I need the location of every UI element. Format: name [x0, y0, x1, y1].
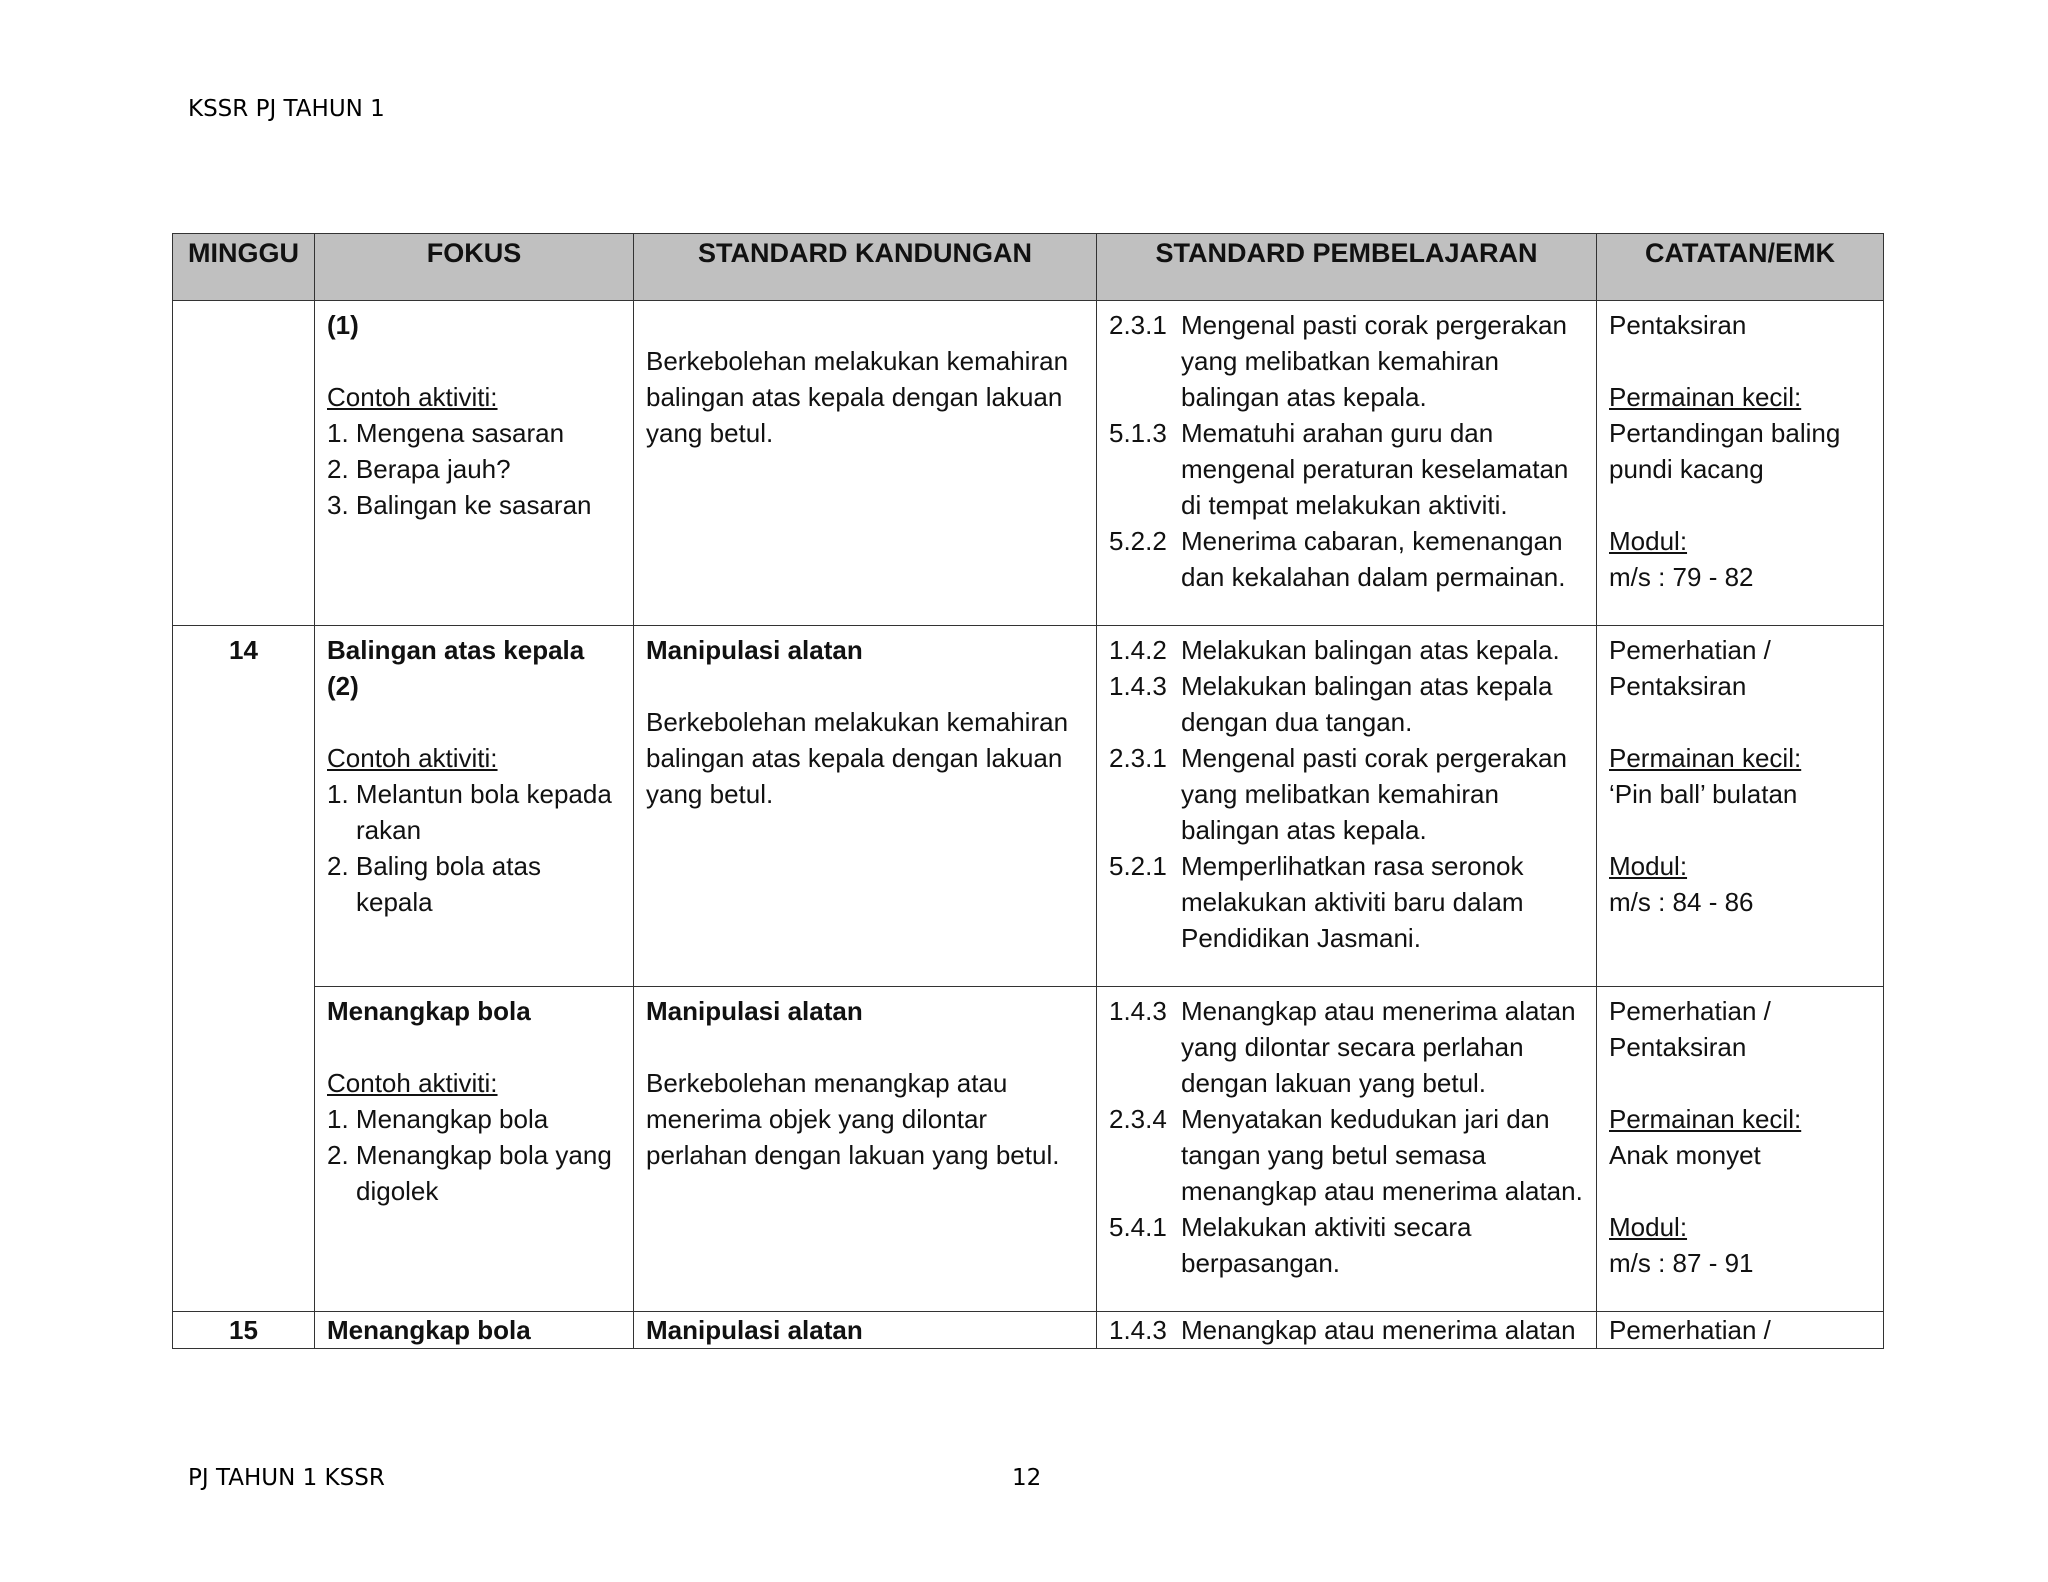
- page-number: 12: [1012, 1465, 1042, 1491]
- contoh-label: Contoh aktiviti:: [327, 1068, 498, 1098]
- col-header-minggu: MINGGU: [173, 234, 315, 301]
- sp-text: Menyatakan kedudukan jari dan tangan yang betul semasa menangkap atau menerima alatan.: [1181, 1104, 1583, 1206]
- sp-text: Mengenal pasti corak pergerakan yang melibatkan kemahiran balingan atas kepala.: [1181, 743, 1567, 845]
- activity-item-cont: kepala: [356, 887, 433, 917]
- catatan-text: Pentaksiran: [1609, 1032, 1747, 1062]
- sp-item: [1109, 1312, 1584, 1348]
- sp-text: Mematuhi arahan guru dan mengenal peraturan keselamatan di tempat melakukan aktiviti.: [1181, 418, 1569, 520]
- table-row: [173, 987, 1884, 1312]
- table-header-row: [173, 234, 1884, 301]
- minggu-number: 15: [229, 1315, 258, 1345]
- col-header-fokus: FOKUS: [315, 234, 634, 301]
- standard-kandungan-cell: [634, 1312, 1097, 1349]
- catatan-cell: [1597, 626, 1884, 987]
- activity-item: 2. Berapa jauh?: [327, 454, 511, 484]
- activity-item: 2. Menangkap bola yang: [327, 1140, 612, 1170]
- sp-text: Menerima cabaran, kemenangan dan kekalahan dalam permainan.: [1181, 526, 1566, 592]
- sp-item: [1109, 307, 1584, 415]
- sp-code: 2.3.1: [1109, 743, 1167, 773]
- activity-item: 3. Balingan ke sasaran: [327, 490, 592, 520]
- sk-text: Berkebolehan melakukan kemahiran balingan atas kepala dengan lakuan yang betul.: [646, 346, 1069, 448]
- catatan-text: Pemerhatian /: [1609, 635, 1771, 665]
- standard-kandungan-cell: [634, 626, 1097, 987]
- activity-item: 1. Mengena sasaran: [327, 418, 565, 448]
- minggu-cell: [173, 626, 315, 987]
- table-row: [173, 1312, 1884, 1349]
- sp-code: 5.2.1: [1109, 851, 1167, 881]
- sp-code: 1.4.3: [1109, 996, 1167, 1026]
- sk-title: Manipulasi alatan: [646, 996, 863, 1026]
- sp-text: Memperlihatkan rasa seronok melakukan aktiviti baru dalam Pendidikan Jasmani.: [1181, 851, 1524, 953]
- sp-item: [1109, 668, 1584, 740]
- table-row: [173, 301, 1884, 626]
- col-header-standard-kandungan: STANDARD KANDUNGAN: [634, 234, 1097, 301]
- standard-pembelajaran-cell: [1097, 1312, 1597, 1349]
- fokus-cell: [315, 301, 634, 626]
- sp-code: 1.4.2: [1109, 635, 1167, 665]
- sp-code: 2.3.1: [1109, 310, 1167, 340]
- catatan-cell: [1597, 987, 1884, 1312]
- page-footer: PJ TAHUN 1 KSSR: [188, 1465, 385, 1491]
- catatan-cell: [1597, 1312, 1884, 1349]
- modul-pages: m/s : 79 - 82: [1609, 562, 1754, 592]
- col-header-standard-pembelajaran: STANDARD PEMBELAJARAN: [1097, 234, 1597, 301]
- catatan-text: Pentaksiran: [1609, 671, 1747, 701]
- sp-item: [1109, 848, 1584, 956]
- sp-item: [1109, 740, 1584, 848]
- modul-pages: m/s : 84 - 86: [1609, 887, 1754, 917]
- catatan-text: Pemerhatian /: [1609, 996, 1771, 1026]
- fokus-title: (1): [327, 310, 359, 340]
- standard-pembelajaran-cell: [1097, 987, 1597, 1312]
- activity-item-cont: digolek: [356, 1176, 439, 1206]
- fokus-title: Menangkap bola: [327, 996, 531, 1026]
- modul-label: Modul:: [1609, 1212, 1688, 1242]
- catatan-text: Pentaksiran: [1609, 310, 1747, 340]
- sp-item: [1109, 632, 1584, 668]
- catatan-cell: [1597, 301, 1884, 626]
- permainan-label: Permainan kecil:: [1609, 743, 1802, 773]
- standard-kandungan-cell: [634, 301, 1097, 626]
- catatan-text: Pemerhatian /: [1609, 1315, 1771, 1345]
- standard-pembelajaran-cell: [1097, 301, 1597, 626]
- sp-item: [1109, 523, 1584, 595]
- modul-label: Modul:: [1609, 851, 1688, 881]
- lesson-plan-table: [172, 233, 1884, 1349]
- sp-code: 1.4.3: [1109, 1315, 1167, 1345]
- fokus-title: Balingan atas kepala (2): [327, 635, 585, 701]
- activity-item: 2. Baling bola atas: [327, 851, 541, 881]
- fokus-cell: [315, 626, 634, 987]
- sp-code: 5.4.1: [1109, 1212, 1167, 1242]
- sp-code: 1.4.3: [1109, 671, 1167, 701]
- fokus-title: Menangkap bola: [327, 1315, 531, 1345]
- minggu-cell: [173, 987, 315, 1312]
- minggu-cell: [173, 1312, 315, 1349]
- sp-code: 2.3.4: [1109, 1104, 1167, 1134]
- sp-text: Melakukan balingan atas kepala dengan dua tangan.: [1181, 671, 1553, 737]
- fokus-cell: [315, 1312, 634, 1349]
- sp-item: [1109, 1101, 1584, 1209]
- activity-item-cont: rakan: [356, 815, 422, 845]
- permainan-text: ‘Pin ball’ bulatan: [1609, 779, 1798, 809]
- sp-text: Menangkap atau menerima alatan: [1181, 1315, 1576, 1345]
- sp-item: [1109, 1209, 1584, 1281]
- contoh-label: Contoh aktiviti:: [327, 382, 498, 412]
- sp-code: 5.2.2: [1109, 526, 1167, 556]
- activity-item: 1. Melantun bola kepada: [327, 779, 612, 809]
- table-row: [173, 626, 1884, 987]
- permainan-text: Pertandingan baling pundi kacang: [1609, 418, 1841, 484]
- minggu-number: 14: [229, 635, 258, 665]
- modul-label: Modul:: [1609, 526, 1688, 556]
- permainan-label: Permainan kecil:: [1609, 1104, 1802, 1134]
- permainan-text: Anak monyet: [1609, 1140, 1761, 1170]
- sp-item: [1109, 993, 1584, 1101]
- sp-item: [1109, 415, 1584, 523]
- sk-title: Manipulasi alatan: [646, 635, 863, 665]
- sp-code: 5.1.3: [1109, 418, 1167, 448]
- activity-item: 1. Menangkap bola: [327, 1104, 549, 1134]
- sp-text: Menangkap atau menerima alatan yang dilontar secara perlahan dengan lakuan yang betul.: [1181, 996, 1576, 1098]
- sp-text: Melakukan balingan atas kepala.: [1181, 635, 1560, 665]
- page-header: KSSR PJ TAHUN 1: [188, 96, 385, 122]
- modul-pages: m/s : 87 - 91: [1609, 1248, 1754, 1278]
- contoh-label: Contoh aktiviti:: [327, 743, 498, 773]
- sk-text: Berkebolehan menangkap atau menerima objek yang dilontar perlahan dengan lakuan yang betul.: [646, 1068, 1060, 1170]
- standard-kandungan-cell: [634, 987, 1097, 1312]
- sp-text: Melakukan aktiviti secara berpasangan.: [1181, 1212, 1472, 1278]
- permainan-label: Permainan kecil:: [1609, 382, 1802, 412]
- sk-title: Manipulasi alatan: [646, 1315, 863, 1345]
- minggu-cell: [173, 301, 315, 626]
- fokus-cell: [315, 987, 634, 1312]
- sp-text: Mengenal pasti corak pergerakan yang melibatkan kemahiran balingan atas kepala.: [1181, 310, 1567, 412]
- standard-pembelajaran-cell: [1097, 626, 1597, 987]
- col-header-catatan: CATATAN/EMK: [1597, 234, 1884, 301]
- sk-text: Berkebolehan melakukan kemahiran balingan atas kepala dengan lakuan yang betul.: [646, 707, 1069, 809]
